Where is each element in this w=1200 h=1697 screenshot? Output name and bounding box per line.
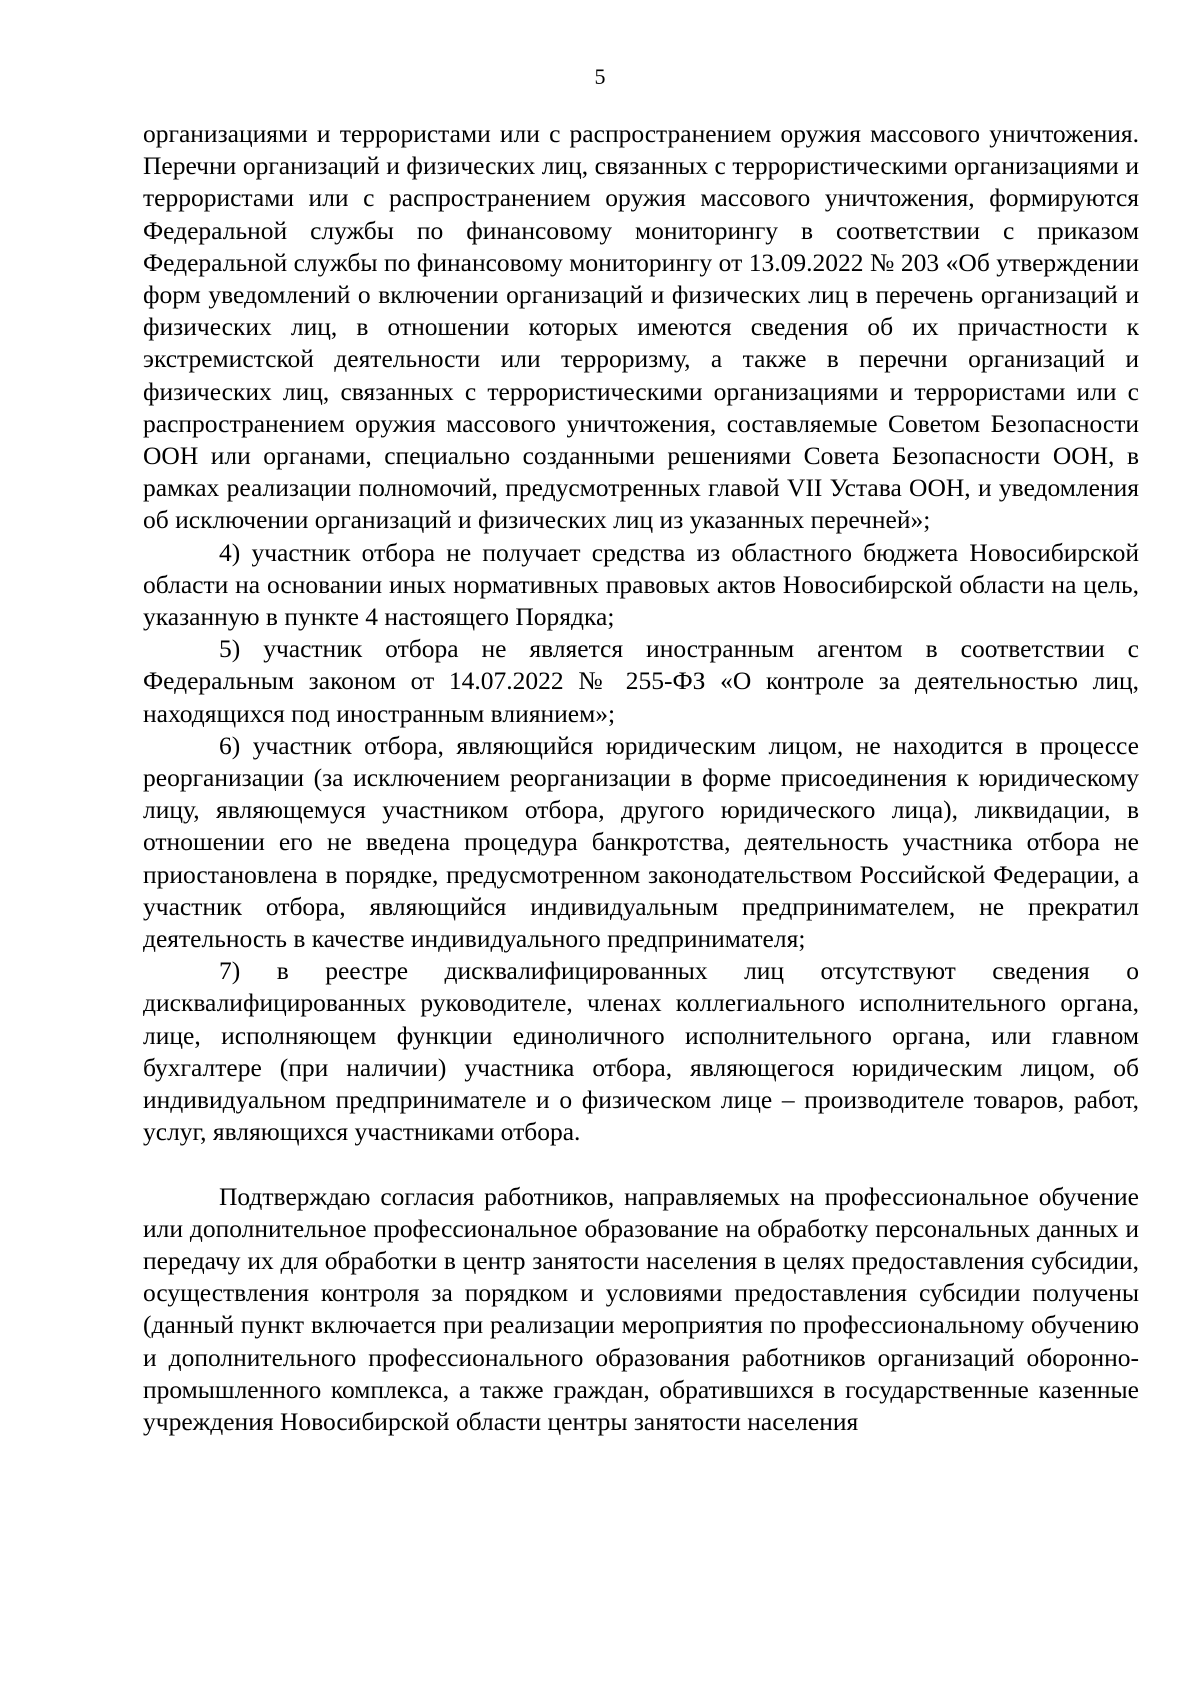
paragraph-continuation: организациями и террористами или с распространением оружия массового уничтожения. Перечни организаций и физических лиц, связанных с террористическими организациями и террористами или с распространением оружия массового уничтожения, формируются Федеральной службы по финансовому мониторингу в соответствии с приказом Федеральной службы по финансовому мониторингу от 13.09.2022 № 203 «Об утверждении форм уведомлений о включении организаций и физических лиц в перечень организаций и физических лиц, в отношении которых имеются сведения об их причастности к экстремистской деятельности или терроризму, а также в перечни организаций и физических лиц, связанных с террористическими организациями и террористами или с распространением оружия массового уничтожения, составляемые Советом Безопасности ООН или органами, специально созданными решениями Совета Безопасности ООН, в рамках реализации полномочий, предусмотренных главой VII Устава ООН, и уведомления об исключении организаций и физических лиц из указанных перечней»; [143, 119, 1139, 535]
paragraph-item-6: 6) участник отбора, являющийся юридическим лицом, не находится в процессе реорганизации (за исключением реорганизации в форме присоединения к юридическому лицу, являющемуся участником отбора, другого юридического лица), ликвидации, в отношении его не введена процедура банкротства, деятельность участника отбора не приостановлена в порядке, предусмотренном законодательством Российской Федерации, а участник отбора, являющийся индивидуальным предпринимателем, не прекратил деятельность в качестве индивидуального предпринимателя; [143, 730, 1139, 954]
document-body [143, 118, 1139, 1438]
paragraph-confirmation: Подтверждаю согласия работников, направляемых на профессиональное обучение или дополнительное профессиональное образование на обработку персональных данных и передачу их для обработки в центр занятости населения в целях предоставления субсидии, осуществления контроля за порядком и условиями предоставления субсидии получены (данный пункт включается при реализации мероприятия по профессиональному обучению и дополнительного профессионального образования работников организаций оборонно-промышленного комплекса, а также граждан, обратившихся в государственные казенные учреждения Новосибирской области центры занятости населения [143, 1181, 1139, 1436]
paragraph-item-5: 5) участник отбора не является иностранным агентом в соответствии с Федеральным законом от 14.07.2022 № 255-ФЗ «О контроле за деятельностью лиц, находящихся под иностранным влиянием»; [143, 634, 1139, 728]
paragraph-item-7: 7) в реестре дисквалифицированных лиц отсутствуют сведения о дисквалифицированных руководителе, членах коллегиального исполнительного органа, лице, исполняющем функции единоличного исполнительного органа, или главном бухгалтере (при наличии) участника отбора, являющегося юридическим лицом, об индивидуальном предпринимателе и о физическом лице – производителе товаров, работ, услуг, являющихся участниками отбора. [143, 956, 1139, 1147]
paragraph-item-4: 4) участник отбора не получает средства из областного бюджета Новосибирской области на основании иных нормативных правовых актов Новосибирской области на цель, указанную в пункте 4 настоящего Порядка; [143, 537, 1139, 632]
page-number: 5 [594, 64, 606, 89]
